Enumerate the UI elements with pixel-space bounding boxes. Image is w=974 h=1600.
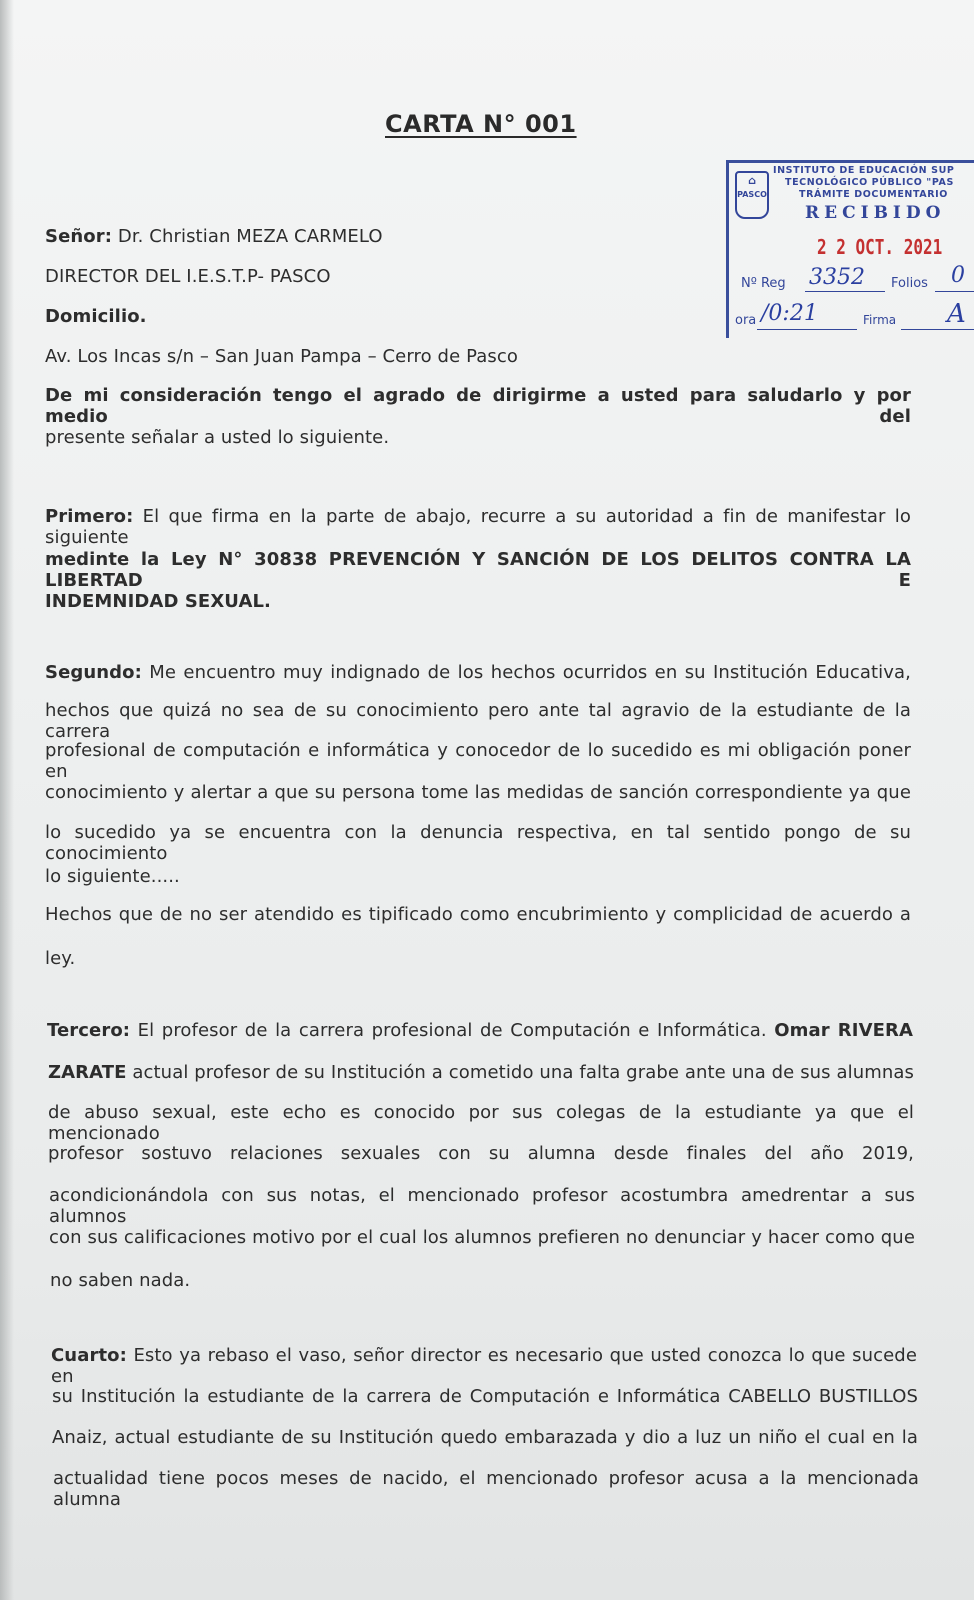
- stamp-department: TRÁMITE DOCUMENTARIO: [799, 189, 948, 200]
- stamp-hora-line: [757, 329, 857, 330]
- segundo-line-6: lo siguiente.....: [45, 866, 180, 887]
- segundo-label: Segundo:: [45, 662, 142, 683]
- tercero-label: Tercero:: [47, 1020, 131, 1041]
- tercero-line-6: con sus calificaciones motivo por el cual los alumnos prefieren no denunciar y hacer como que: [49, 1227, 915, 1248]
- cuarto-line-1: Cuarto: Esto ya rebaso el vaso, señor director es necesario que usted conozca lo que sucede en: [51, 1345, 917, 1387]
- intro-line-2: presente señalar a usted lo siguiente.: [45, 427, 390, 448]
- addressee-name: Dr. Christian MEZA CARMELO: [112, 226, 383, 247]
- cuarto-line-4: actualidad tiene pocos meses de nacido, el mencionado profesor acusa a la mencionada alumna: [53, 1468, 919, 1510]
- professor-name: Omar RIVERA: [774, 1020, 913, 1041]
- stamp-hora-value: /0:21: [761, 301, 818, 326]
- addressee-address: Av. Los Incas s/n – San Juan Pampa – Cerro de Pasco: [45, 346, 518, 367]
- senor-label: Señor:: [45, 226, 113, 247]
- primero-label: Primero:: [45, 506, 134, 527]
- law-reference: N° 30838 PREVENCIÓN Y SANCIÓN DE LOS DELITOS CONTRA LA LIBERTAD E: [45, 549, 911, 591]
- cuarto-label: Cuarto:: [51, 1345, 127, 1366]
- stamp-institute-line2: TECNOLÓGICO PÚBLICO "PAS: [785, 177, 954, 188]
- addressee-line: [45, 226, 383, 247]
- tercero-line-5: acondicionándola con sus notas, el mencionado profesor acostumbra amedrentar a sus alumnos: [49, 1185, 915, 1227]
- tercero-line-3: de abuso sexual, este echo es conocido por sus colegas de la estudiante ya que el mencionado: [48, 1102, 914, 1144]
- institute-logo: [735, 171, 769, 219]
- stamp-reg-line: [805, 291, 885, 292]
- primero-line-2: medinte la Ley N° 30838 PREVENCIÓN Y SANCIÓN DE LOS DELITOS CONTRA LA LIBERTAD E: [45, 549, 911, 591]
- stamp-date: 2 2 OCT. 2021: [817, 235, 943, 259]
- stamp-firma-label: Firma: [863, 313, 897, 327]
- reception-stamp: [726, 160, 974, 338]
- stamp-folios-label: Folios: [891, 276, 928, 291]
- tercero-line-2: ZARATE actual profesor de su Institución a cometido una falta grabe ante una de sus alumnas: [48, 1062, 914, 1083]
- tercero-line-7: no saben nada.: [50, 1270, 191, 1291]
- domicilio-label: Domicilio.: [45, 306, 147, 327]
- segundo-line-8: ley.: [45, 948, 76, 969]
- tercero-line-1: Tercero: El profesor de la carrera profesional de Computación e Informática. Omar RIVERA: [47, 1020, 913, 1041]
- tercero-line-4: profesor sostuvo relaciones sexuales con su alumna desde finales del año 2019,: [48, 1143, 914, 1164]
- stamp-reg-value: 3352: [809, 265, 865, 290]
- letter-title: CARTA N° 001: [385, 110, 577, 138]
- stamp-hora-label: ora: [735, 313, 757, 328]
- stamp-folios-value: 0: [951, 263, 965, 288]
- stamp-institute-line1: INSTITUTO DE EDUCACIÓN SUP: [773, 165, 955, 176]
- stamp-firma-signature: A: [947, 299, 966, 329]
- segundo-line-2: hechos que quizá no sea de su conocimiento pero ante tal agravio de la estudiante de la carrera: [45, 700, 911, 742]
- intro-line-1: De mi consideración tengo el agrado de dirigirme a usted para saludarlo y por medio del: [45, 385, 911, 427]
- logo-text: PASCO: [737, 190, 767, 199]
- stamp-reg-label: Nº Reg: [741, 276, 786, 291]
- segundo-line-1: Segundo: Me encuentro muy indignado de los hechos ocurridos en su Institución Educativa,: [45, 662, 911, 683]
- stamp-recibido: RECIBIDO: [805, 203, 946, 223]
- segundo-line-4: conocimiento y alertar a que su persona tome las medidas de sanción correspondiente ya que: [45, 782, 911, 803]
- cuarto-line-3: Anaiz, actual estudiante de su Institución quedo embarazada y dio a luz un niño el cual en la: [52, 1427, 918, 1448]
- primero-line-1: Primero: El que firma en la parte de abajo, recurre a su autoridad a fin de manifestar lo siguiente: [45, 506, 911, 548]
- cuarto-line-2: su Institución la estudiante de la carrera de Computación e Informática CABELLO BUSTILLOS: [52, 1386, 918, 1407]
- segundo-line-5: lo sucedido ya se encuentra con la denuncia respectiva, en tal sentido pongo de su conocimiento: [45, 822, 911, 864]
- logo-emblem-icon: ⌂: [748, 174, 756, 187]
- primero-line-3: INDEMNIDAD SEXUAL.: [45, 591, 271, 612]
- segundo-line-3: profesional de computación e informática y conocedor de lo sucedido es mi obligación poner en: [45, 740, 911, 782]
- addressee-title: DIRECTOR DEL I.E.S.T.P- PASCO: [45, 266, 331, 287]
- segundo-line-7: Hechos que de no ser atendido es tipificado como encubrimiento y complicidad de acuerdo a: [45, 904, 911, 925]
- stamp-firma-line: [901, 329, 974, 330]
- stamp-folios-line: [935, 291, 974, 292]
